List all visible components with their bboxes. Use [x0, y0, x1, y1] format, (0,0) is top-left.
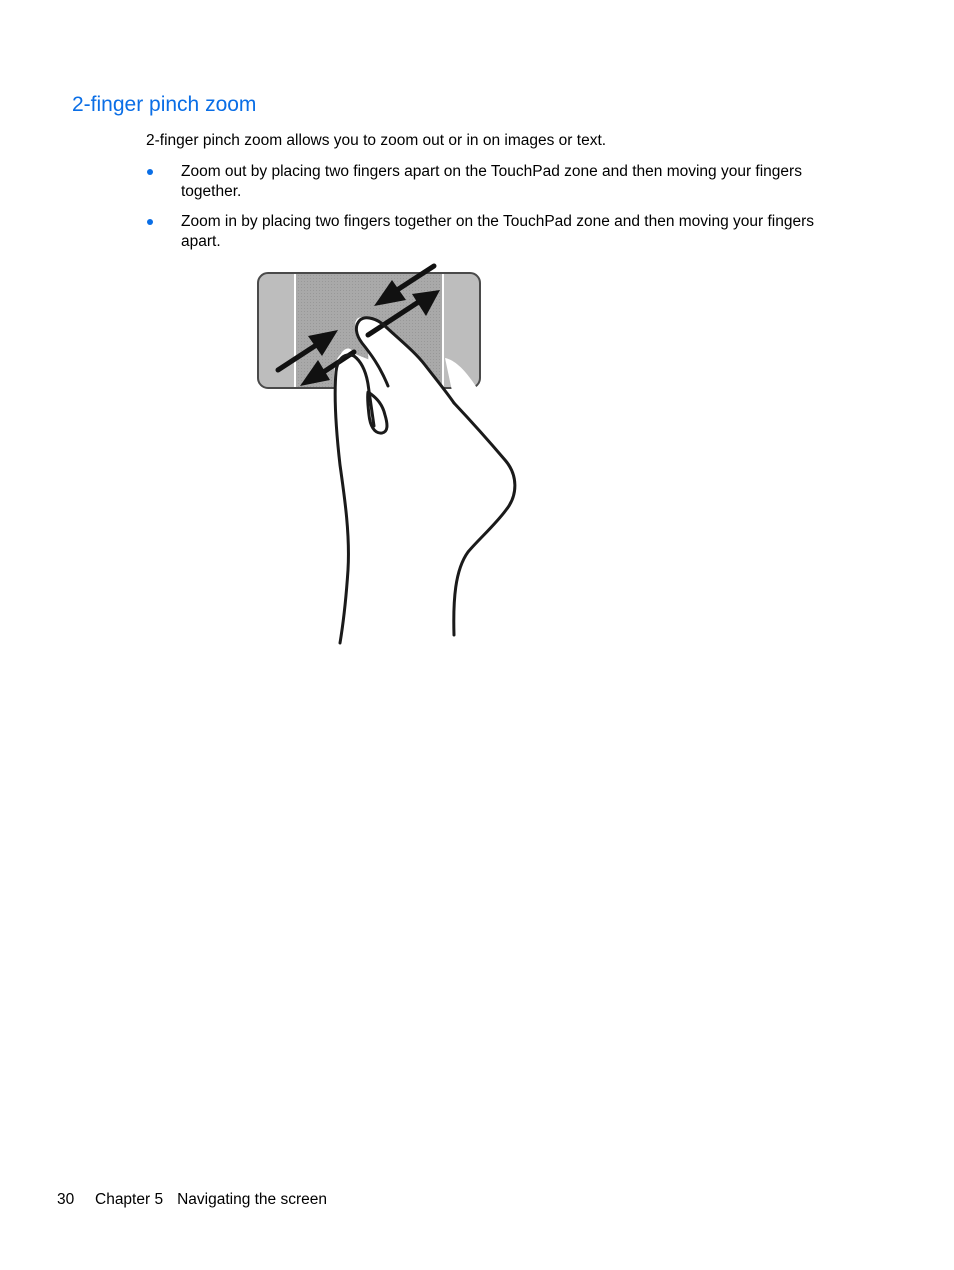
- bullet-icon: [147, 169, 153, 175]
- page-footer: [57, 1190, 327, 1210]
- intro-paragraph: 2-finger pinch zoom allows you to zoom out or in on images or text.: [146, 132, 607, 149]
- list-item-zoom-out: [146, 162, 846, 201]
- footer-section: Navigating the screen: [177, 1191, 327, 1208]
- footer-chapter: Chapter 5: [95, 1191, 164, 1208]
- page-number: 30: [57, 1191, 75, 1208]
- touchpad-pinch-gesture-icon: [250, 260, 530, 650]
- list-item-zoom-in: [146, 212, 846, 251]
- list-item-text: Zoom out by placing two fingers apart on the TouchPad zone and then moving your fingers together.: [181, 163, 802, 200]
- list-item-text: Zoom in by placing two fingers together on the TouchPad zone and then moving your fingers apart.: [181, 213, 815, 250]
- bullet-icon: [147, 219, 153, 225]
- page-heading: 2-finger pinch zoom: [72, 93, 257, 116]
- pinch-zoom-illustration: [250, 260, 530, 650]
- instruction-list: [146, 162, 846, 262]
